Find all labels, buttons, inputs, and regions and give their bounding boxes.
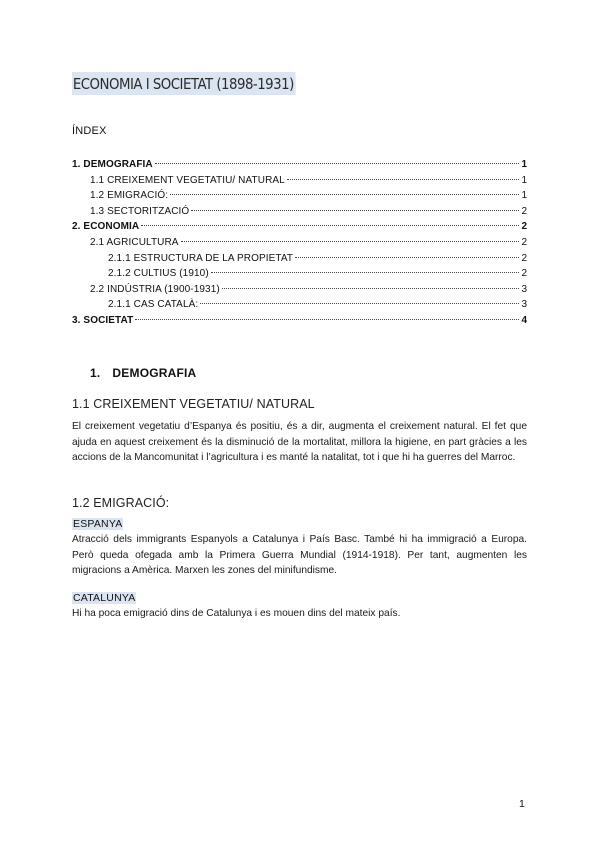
toc-entry[interactable] [72, 204, 527, 220]
toc-entry[interactable] [72, 251, 527, 267]
toc-leader-dots [295, 257, 519, 258]
toc-entry-label: 1.2 EMIGRACIÓ: [90, 190, 169, 202]
toc-leader-dots [135, 319, 519, 320]
toc-heading: ÍNDEX [72, 125, 107, 137]
toc-entry-label: 2.1.1 ESTRUCTURA DE LA PROPIETAT [108, 252, 294, 264]
toc-entry-label: 1. DEMOGRAFIA [72, 159, 153, 170]
section-1-number: 1. [90, 366, 101, 380]
toc-entry-page: 4 [521, 314, 527, 326]
toc-entry[interactable] [72, 266, 527, 282]
section-1-2-heading: 1.2 EMIGRACIÓ: [72, 496, 170, 510]
toc-entry[interactable] [72, 297, 527, 313]
section-1-title: DEMOGRAFIA [112, 366, 197, 380]
catalunya-heading: CATALUNYA [73, 592, 136, 604]
toc-leader-dots [287, 179, 520, 180]
toc-entry-label: 3. SOCIETAT [72, 314, 134, 326]
espanya-heading: ESPANYA [73, 518, 123, 530]
toc-entry[interactable] [72, 219, 527, 235]
toc-entry[interactable] [72, 235, 527, 251]
toc-entry-page: 1 [521, 174, 527, 186]
toc-entry-label: 2.1 AGRICULTURA [90, 236, 179, 248]
table-of-contents [72, 157, 527, 329]
toc-entry[interactable] [72, 313, 527, 329]
toc-leader-dots [222, 288, 520, 289]
toc-entry-page: 2 [521, 252, 527, 264]
toc-entry[interactable] [72, 282, 527, 298]
catalunya-paragraph: Hi ha poca emigració dins de Catalunya i es mouen dins del mateix país. [72, 608, 401, 619]
toc-entry-label: 1.1 CREIXEMENT VEGETATIU/ NATURAL [90, 174, 285, 186]
toc-entry-page: 3 [521, 299, 527, 311]
toc-entry-page: 1 [521, 190, 527, 202]
toc-entry-label: 2.1.2 CULTIUS (1910) [108, 268, 209, 280]
toc-leader-dots [155, 163, 520, 164]
toc-leader-dots [211, 272, 520, 273]
toc-entry-label: 2. ECONOMIA [72, 221, 140, 233]
section-1-1-paragraph: El creixement vegetatiu d’Espanya és positiu, és a dir, augmenta el creixement natural. El fet que ajuda en aquest creixement és la disminució de la mortalitat, millora la higiene, en part gràcies a les accions de la Mancomunitat i l’agricultura i es manté la natalitat, tot i que hi ha guerres del Marroc. [72, 421, 527, 464]
document-title: ECONOMIA I SOCIETAT (1898-1931) [72, 72, 295, 95]
toc-leader-dots [200, 303, 519, 304]
section-1-1-heading: 1.1 CREIXEMENT VEGETATIU/ NATURAL [72, 397, 315, 411]
toc-entry-page: 3 [521, 283, 527, 295]
toc-entry[interactable] [72, 188, 527, 204]
toc-entry-page: 2 [521, 221, 527, 233]
toc-entry-page: 1 [521, 159, 527, 170]
toc-entry-label: 2.2 INDÚSTRIA (1900-1931) [90, 283, 220, 295]
toc-entry-page: 2 [521, 236, 527, 248]
toc-entry-label: 2.1.1 CAS CATALÀ: [108, 299, 199, 311]
toc-entry[interactable] [72, 157, 527, 173]
toc-leader-dots [170, 194, 519, 195]
page-number: 1 [519, 798, 525, 810]
toc-leader-dots [181, 241, 520, 242]
espanya-paragraph: Atracció dels immigrants Espanyols a Catalunya i País Basc. També hi ha immigració a Europa. Però queda ofegada amb la Primera Guerra Mundial (1914-1918). Per tant, augmenten les migracions a Amèrica. Marxen les zones del minifundisme. [72, 534, 527, 577]
toc-leader-dots [191, 210, 519, 211]
toc-leader-dots [141, 225, 519, 226]
toc-entry-label: 1.3 SECTORITZACIÓ [90, 205, 190, 217]
toc-entry[interactable] [72, 173, 527, 189]
section-1-heading [90, 366, 196, 380]
toc-entry-page: 2 [521, 205, 527, 217]
toc-entry-page: 2 [521, 268, 527, 280]
